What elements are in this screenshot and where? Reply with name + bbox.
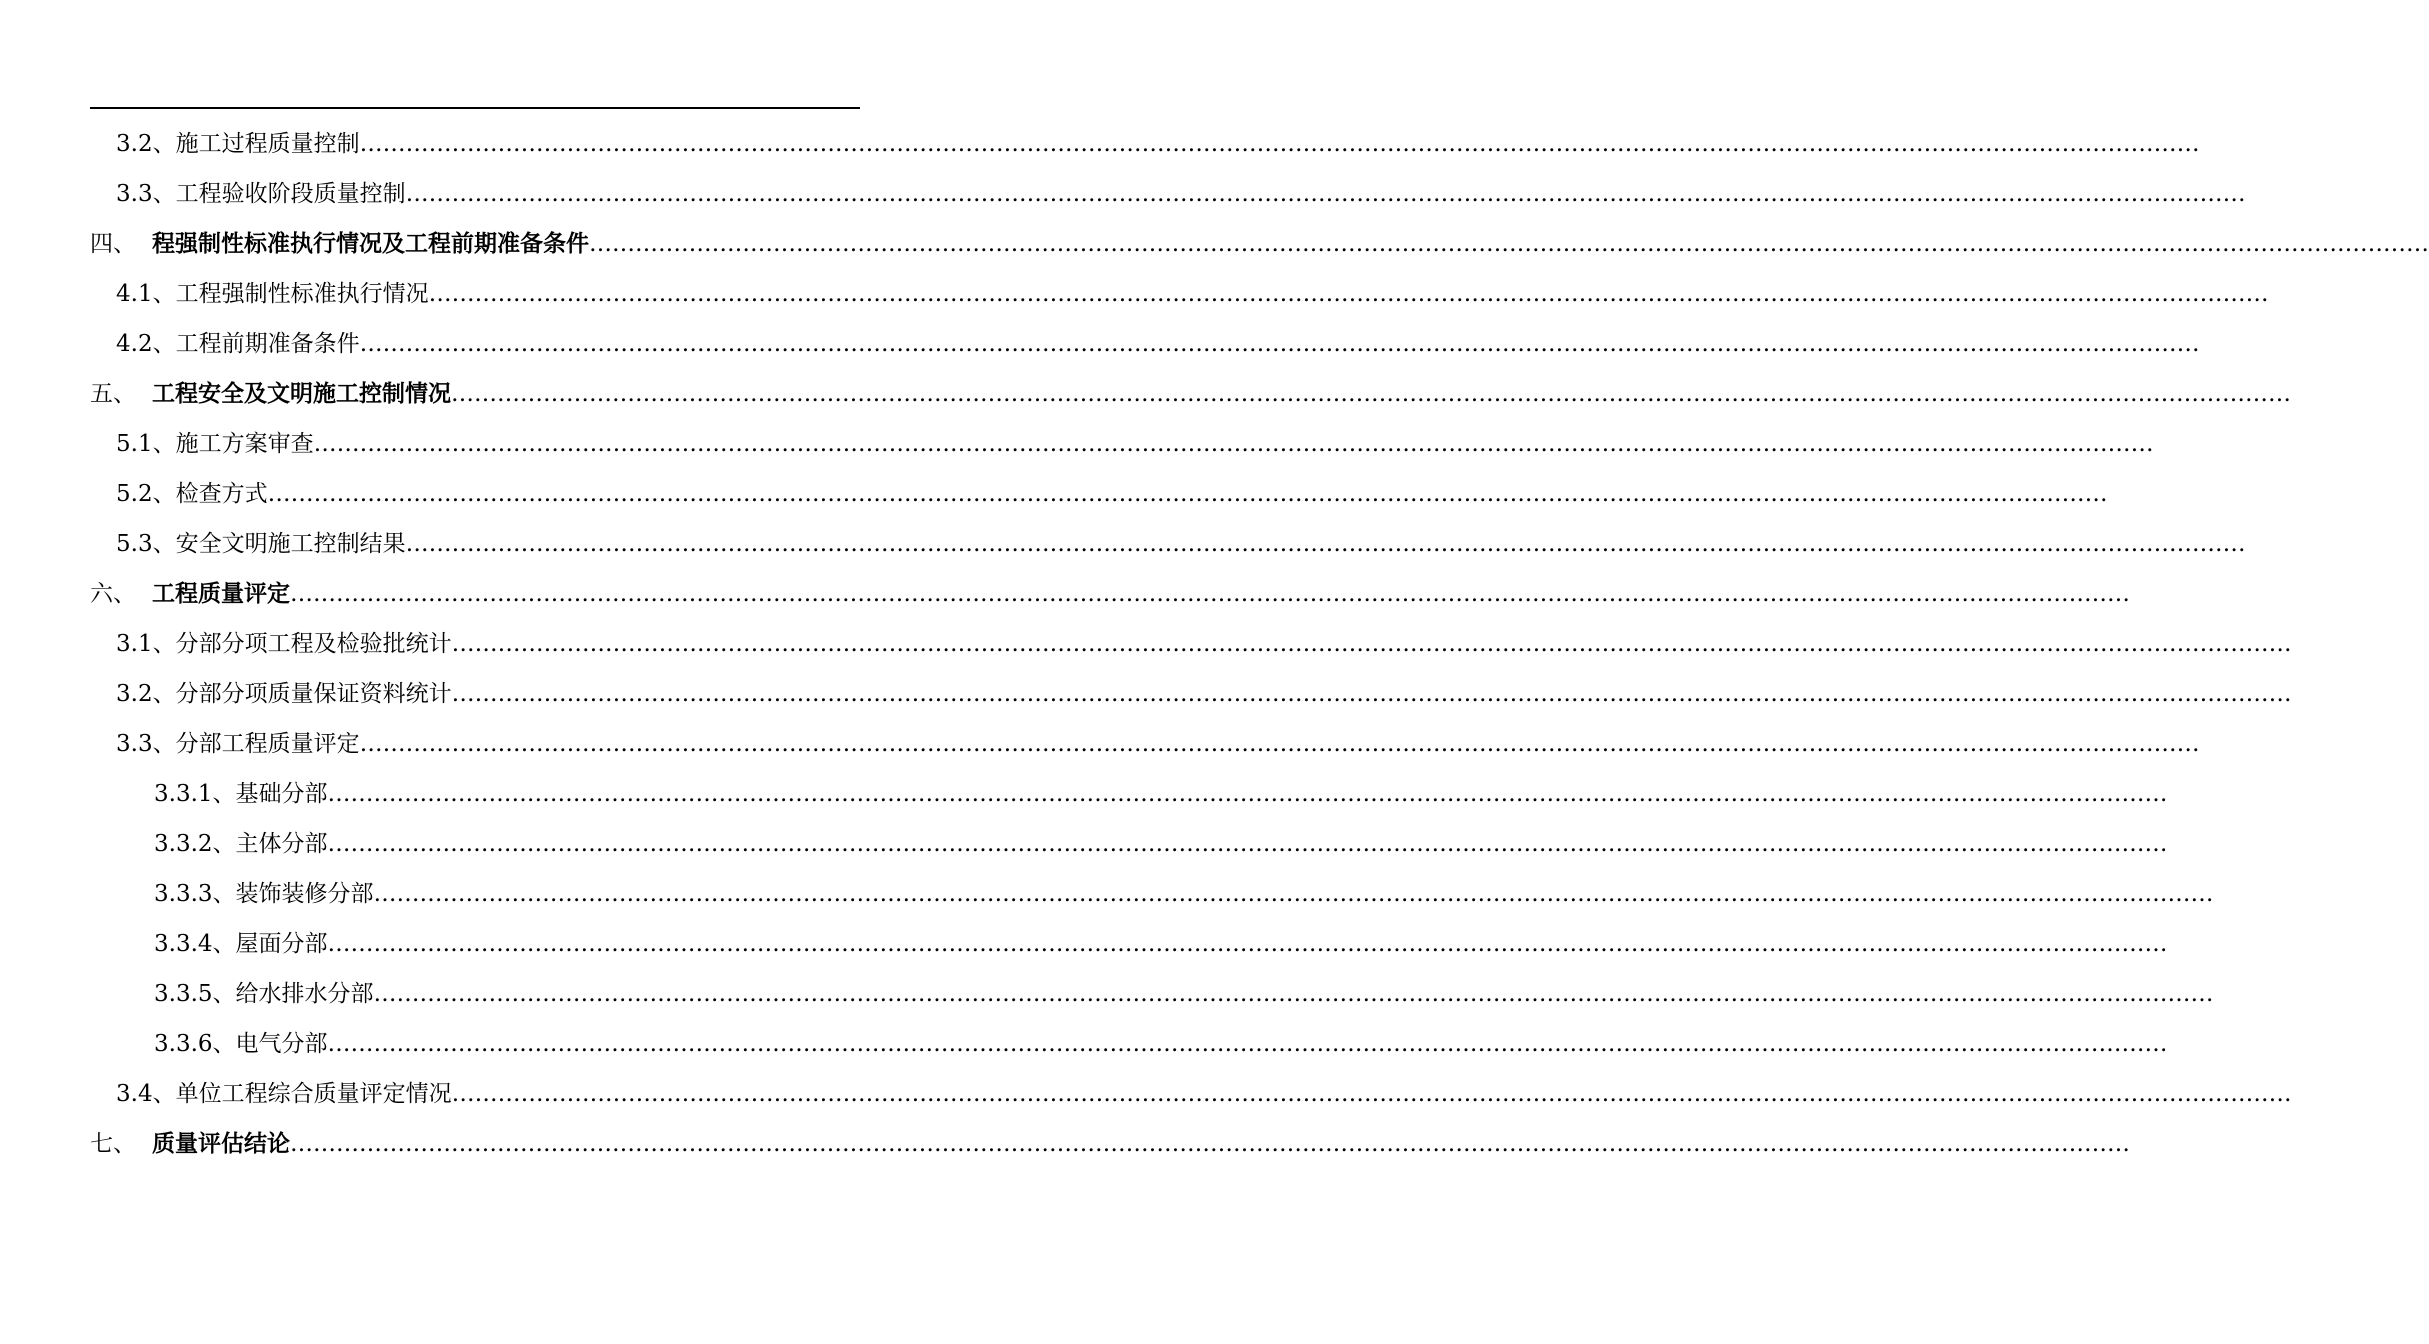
toc-entry[interactable] [116,1076,2292,1112]
toc-entry[interactable] [116,326,2200,362]
toc-entry-title: 4.1、工程强制性标准执行情况 [116,281,429,307]
toc-dot-leader: …………………………………………………………………………………………………………………………………………………………………………………………………………………… [359,731,2200,757]
toc-entry-title: 3.3.4、屋面分部 [154,931,328,957]
header-rule [90,107,860,109]
toc-dot-leader: …………………………………………………………………………………………………………………………………………………………………………………………………………………… [359,331,2200,357]
toc-dot-leader: …………………………………………………………………………………………………………………………………………………………………………………………………………………… [327,781,2168,807]
toc-chapter-title: 工程质量评定 [152,581,290,607]
toc-entry[interactable] [116,476,2108,512]
toc-entry[interactable] [90,226,2429,262]
toc-dot-leader: …………………………………………………………………………………………………………………………………………………………………………………………………………………… [451,381,2291,407]
toc-entry-title: 3.1、分部分项工程及检验批统计 [116,631,452,657]
toc-entry[interactable] [116,676,2292,712]
toc-entry-title: 3.4、单位工程综合质量评定情况 [116,1081,452,1107]
toc-entry-title: 3.3、工程验收阶段质量控制 [116,181,406,207]
toc-entry[interactable] [90,1126,2130,1162]
toc-dot-leader: …………………………………………………………………………………………………………………………………………………………………………………………………………………… [290,1131,2130,1157]
toc-dot-leader: …………………………………………………………………………………………………………………………………………………………………………………………………………………… [589,231,2429,257]
toc-entry-title: 3.3.5、给水排水分部 [154,981,374,1007]
toc-entry-title: 3.3.1、基础分部 [154,781,328,807]
toc-entry[interactable] [116,726,2200,762]
toc-entry[interactable] [154,1026,2168,1062]
toc-entry-title [90,576,290,612]
toc-dot-leader: …………………………………………………………………………………………………………………………………………………………………………………………………………………… [267,481,2108,507]
toc-entry[interactable] [116,626,2292,662]
toc-dot-leader: …………………………………………………………………………………………………………………………………………………………………………………………………………………… [451,631,2292,657]
toc-dot-leader: …………………………………………………………………………………………………………………………………………………………………………………………………………………… [451,681,2292,707]
toc-dot-leader: …………………………………………………………………………………………………………………………………………………………………………………………………………………… [313,431,2154,457]
toc-dot-leader: …………………………………………………………………………………………………………………………………………………………………………………………………………………… [428,281,2269,307]
toc-entry[interactable] [90,576,2130,612]
toc-entry[interactable] [116,426,2154,462]
toc-chapter-number: 四、 [90,231,136,257]
toc-dot-leader: …………………………………………………………………………………………………………………………………………………………………………………………………………………… [373,981,2214,1007]
toc-dot-leader: …………………………………………………………………………………………………………………………………………………………………………………………………………………… [359,131,2200,157]
toc-dot-leader: …………………………………………………………………………………………………………………………………………………………………………………………………………………… [327,831,2168,857]
toc-entry-title: 3.3、分部工程质量评定 [116,731,360,757]
toc-entry-title [90,226,589,262]
toc-dot-leader: …………………………………………………………………………………………………………………………………………………………………………………………………………………… [327,1031,2168,1057]
toc-entry-title: 3.2、施工过程质量控制 [116,131,360,157]
toc-entry-title: 5.3、安全文明施工控制结果 [116,531,406,557]
toc-entry-title: 5.1、施工方案审查 [116,431,314,457]
toc-dot-leader: …………………………………………………………………………………………………………………………………………………………………………………………………………………… [405,531,2246,557]
toc-entry[interactable] [154,976,2214,1012]
toc-chapter-number: 六、 [90,581,136,607]
toc-entry-title: 3.3.6、电气分部 [154,1031,328,1057]
toc-entry-title: 5.2、检查方式 [116,481,268,507]
toc-entry-title: 3.3.2、主体分部 [154,831,328,857]
toc-chapter-number: 五、 [90,381,136,407]
toc-entry-title: 3.2、分部分项质量保证资料统计 [116,681,452,707]
toc-entry-title: 4.2、工程前期准备条件 [116,331,360,357]
toc-chapter-title: 工程安全及文明施工控制情况 [152,381,451,407]
toc-entry[interactable] [116,176,2246,212]
toc-entry[interactable] [154,776,2168,812]
toc-entry[interactable] [116,276,2269,312]
toc-dot-leader: …………………………………………………………………………………………………………………………………………………………………………………………………………………… [451,1081,2292,1107]
toc-chapter-title: 程强制性标准执行情况及工程前期准备条件 [152,231,589,257]
toc-dot-leader: …………………………………………………………………………………………………………………………………………………………………………………………………………………… [290,581,2130,607]
toc-entry-title: 3.3.3、装饰装修分部 [154,881,374,907]
toc-entry-title [90,1126,290,1162]
toc-entry[interactable] [154,926,2168,962]
toc-entry[interactable] [116,526,2246,562]
toc-entry[interactable] [154,826,2168,862]
toc-dot-leader: …………………………………………………………………………………………………………………………………………………………………………………………………………………… [405,181,2246,207]
toc-dot-leader: …………………………………………………………………………………………………………………………………………………………………………………………………………………… [327,931,2168,957]
toc-entry[interactable] [154,876,2214,912]
toc-chapter-number: 七、 [90,1131,136,1157]
toc-entry[interactable] [116,126,2200,162]
toc-entry-title [90,376,451,412]
toc-entry[interactable] [90,376,2291,412]
toc-chapter-title: 质量评估结论 [152,1131,290,1157]
toc-dot-leader: …………………………………………………………………………………………………………………………………………………………………………………………………………………… [373,881,2214,907]
